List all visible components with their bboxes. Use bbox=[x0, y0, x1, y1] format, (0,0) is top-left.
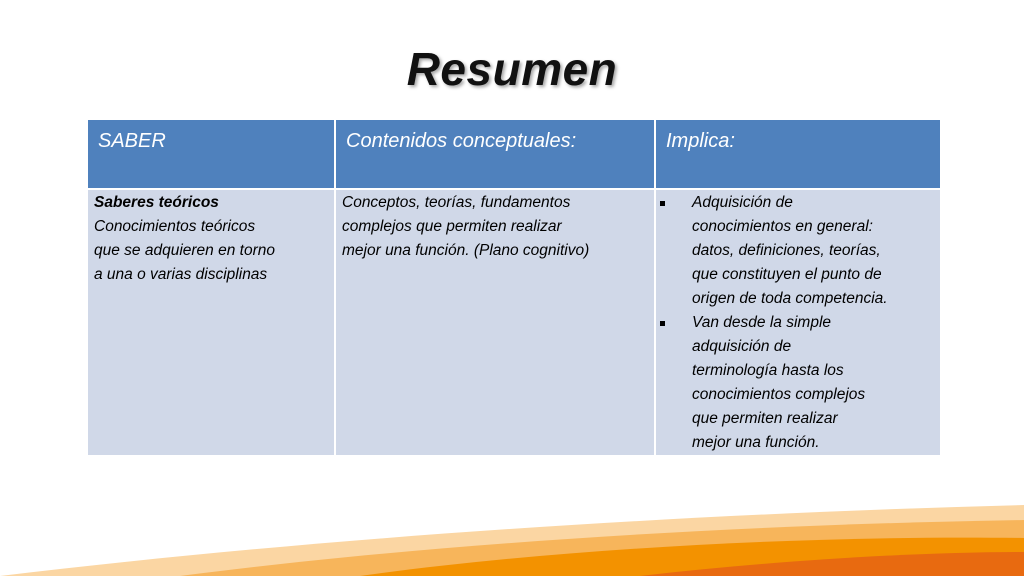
list-line: conocimientos en general: bbox=[692, 218, 873, 235]
square-bullet-icon bbox=[660, 321, 665, 326]
list-line: adquisición de bbox=[692, 338, 792, 355]
cell-line: Conceptos, teorías, fundamentos bbox=[342, 194, 571, 211]
cell-line: que se adquieren en torno bbox=[94, 242, 275, 259]
list-line: que permiten realizar bbox=[692, 410, 838, 427]
table-row bbox=[87, 189, 941, 456]
list-line: datos, definiciones, teorías, bbox=[692, 242, 881, 259]
cell-implica bbox=[655, 189, 941, 456]
cell-line: Conocimientos teóricos bbox=[94, 218, 256, 235]
list-line: terminología hasta los bbox=[692, 362, 844, 379]
implies-list bbox=[662, 191, 934, 455]
list-item bbox=[662, 191, 934, 311]
header-implica: Implica: bbox=[655, 119, 941, 189]
cell-saberes-teoricos bbox=[87, 189, 335, 456]
list-line: Van desde la simple bbox=[692, 314, 832, 331]
list-line: conocimientos complejos bbox=[692, 386, 866, 403]
summary-table bbox=[86, 118, 942, 457]
cell-line: complejos que permiten realizar bbox=[342, 218, 562, 235]
list-item bbox=[662, 311, 934, 455]
table-header-row bbox=[87, 119, 941, 189]
header-saber: SABER bbox=[87, 119, 335, 189]
slide-title: Resumen bbox=[406, 43, 618, 95]
cell-heading: Saberes teóricos bbox=[94, 194, 219, 211]
cell-line: mejor una función. (Plano cognitivo) bbox=[342, 242, 590, 259]
header-contenidos: Contenidos conceptuales: bbox=[335, 119, 655, 189]
square-bullet-icon bbox=[660, 201, 665, 206]
list-line: que constituyen el punto de bbox=[692, 266, 882, 283]
cell-line: a una o varias disciplinas bbox=[94, 266, 268, 283]
list-line: origen de toda competencia. bbox=[692, 290, 888, 307]
list-line: Adquisición de bbox=[692, 194, 793, 211]
cell-contenidos bbox=[335, 189, 655, 456]
list-line: mejor una función. bbox=[692, 434, 820, 451]
